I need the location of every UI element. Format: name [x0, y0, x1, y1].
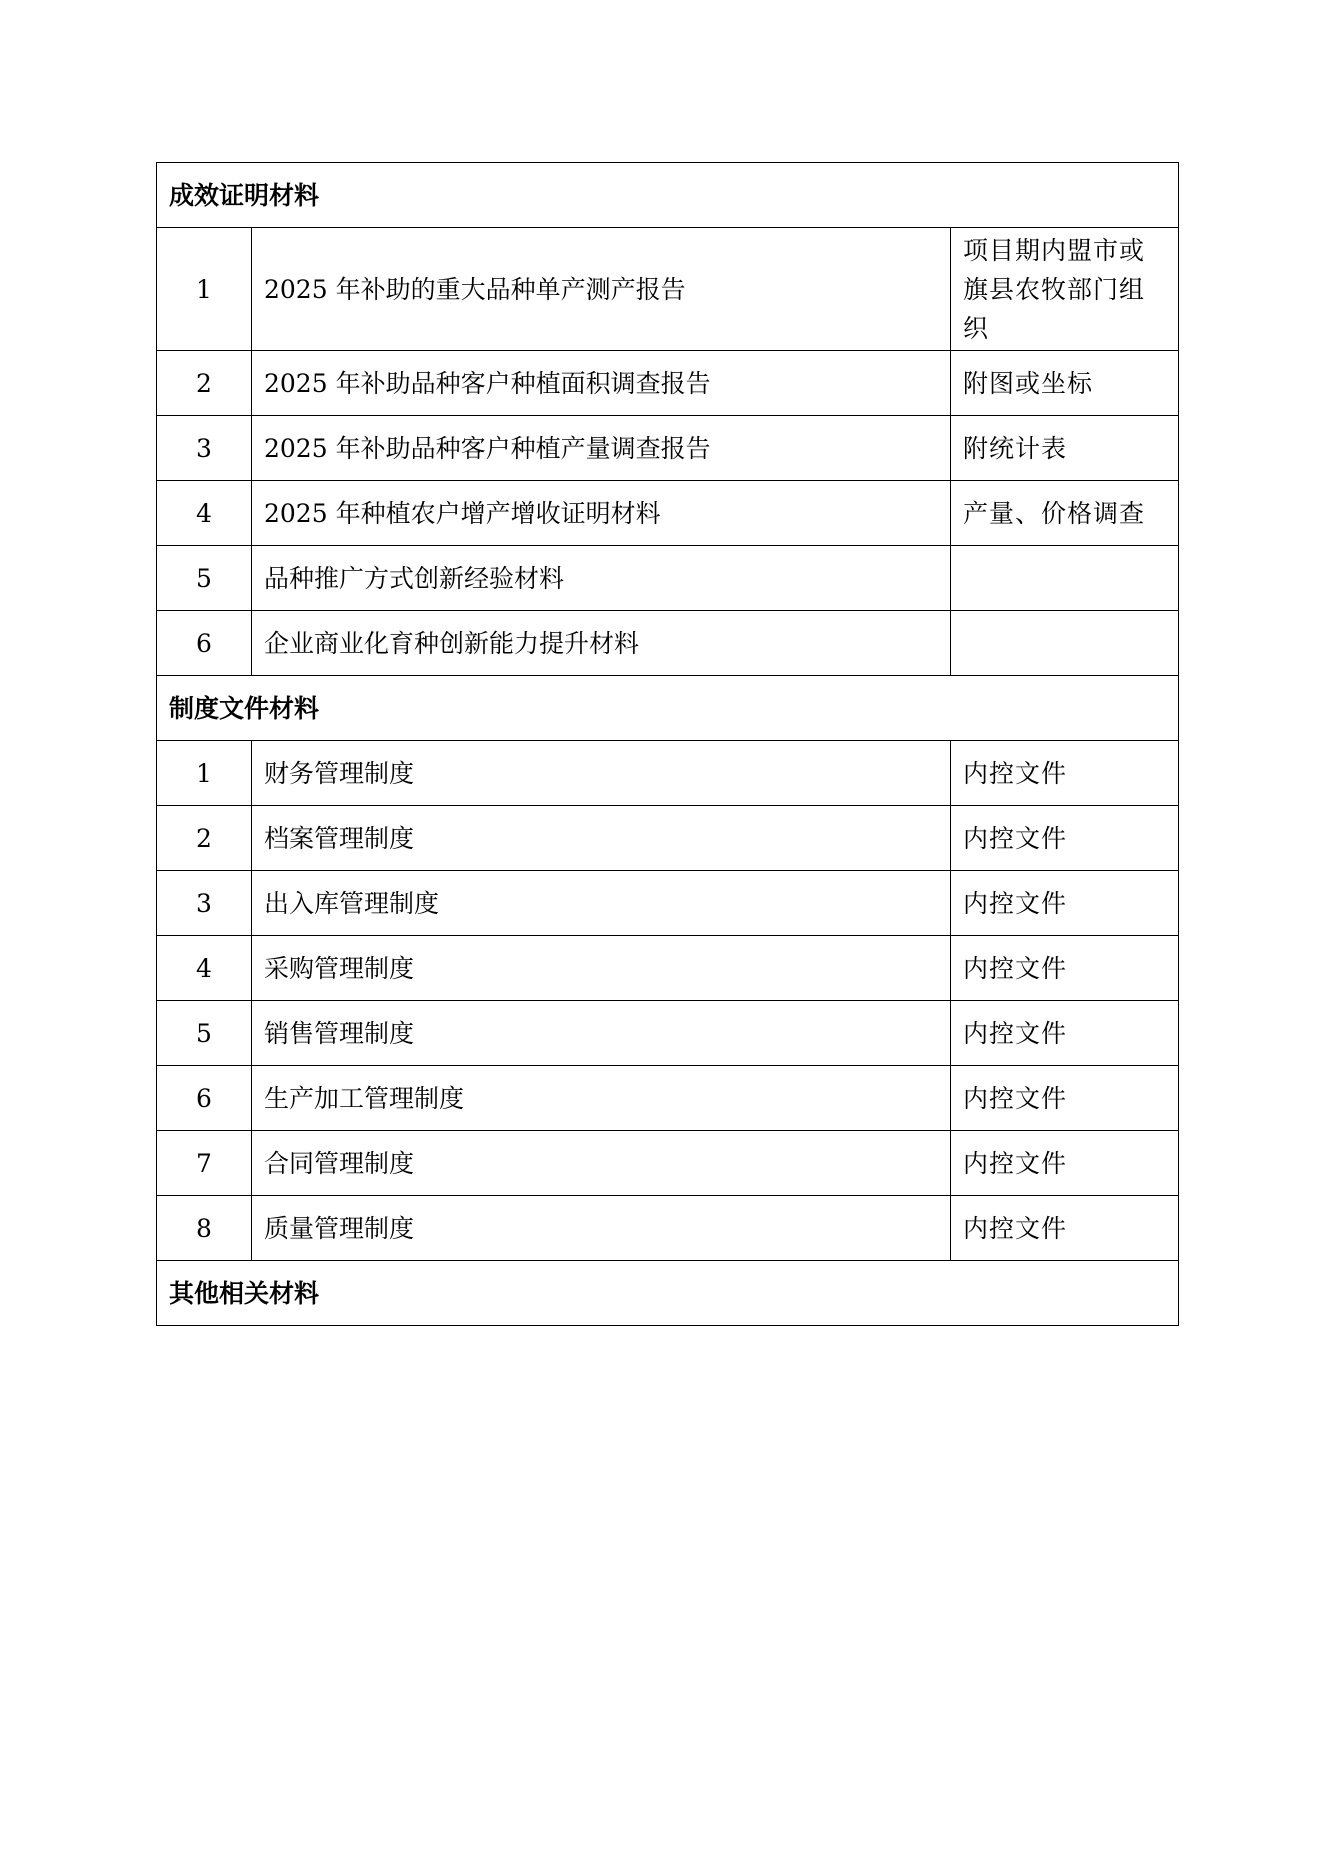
material-note [951, 546, 1179, 611]
row-number: 1 [157, 228, 252, 351]
material-name: 档案管理制度 [252, 806, 951, 871]
table-row [157, 546, 1179, 611]
material-name: 质量管理制度 [252, 1196, 951, 1261]
material-note: 产量、价格调查 [951, 481, 1179, 546]
row-number: 1 [157, 741, 252, 806]
material-note: 内控文件 [951, 936, 1179, 1001]
table-row [157, 871, 1179, 936]
row-number: 3 [157, 416, 252, 481]
table-row [157, 228, 1179, 351]
material-note: 内控文件 [951, 871, 1179, 936]
section-title: 制度文件材料 [157, 676, 1179, 741]
section-header-row [157, 1261, 1179, 1326]
table-row [157, 1001, 1179, 1066]
material-name: 2025 年补助的重大品种单产测产报告 [252, 228, 951, 351]
row-number: 7 [157, 1131, 252, 1196]
row-number: 6 [157, 1066, 252, 1131]
materials-table [156, 162, 1179, 1326]
section-header-row [157, 163, 1179, 228]
row-number: 6 [157, 611, 252, 676]
row-number: 4 [157, 936, 252, 1001]
material-name: 出入库管理制度 [252, 871, 951, 936]
table-row [157, 741, 1179, 806]
row-number: 5 [157, 546, 252, 611]
material-name: 销售管理制度 [252, 1001, 951, 1066]
material-note: 附统计表 [951, 416, 1179, 481]
material-name: 品种推广方式创新经验材料 [252, 546, 951, 611]
row-number: 4 [157, 481, 252, 546]
row-number: 8 [157, 1196, 252, 1261]
material-name: 采购管理制度 [252, 936, 951, 1001]
row-number: 2 [157, 806, 252, 871]
material-note: 内控文件 [951, 1001, 1179, 1066]
material-note: 内控文件 [951, 1066, 1179, 1131]
table-row [157, 806, 1179, 871]
material-name: 企业商业化育种创新能力提升材料 [252, 611, 951, 676]
table-row [157, 351, 1179, 416]
row-number: 5 [157, 1001, 252, 1066]
table-row [157, 1131, 1179, 1196]
row-number: 3 [157, 871, 252, 936]
material-name: 2025 年补助品种客户种植产量调查报告 [252, 416, 951, 481]
row-number: 2 [157, 351, 252, 416]
material-note: 项目期内盟市或旗县农牧部门组织 [951, 228, 1179, 351]
material-note: 内控文件 [951, 741, 1179, 806]
section-title: 成效证明材料 [157, 163, 1179, 228]
material-name: 2025 年补助品种客户种植面积调查报告 [252, 351, 951, 416]
table-row [157, 481, 1179, 546]
material-name: 生产加工管理制度 [252, 1066, 951, 1131]
material-note: 内控文件 [951, 1131, 1179, 1196]
material-note: 附图或坐标 [951, 351, 1179, 416]
section-title: 其他相关材料 [157, 1261, 1179, 1326]
section-header-row [157, 676, 1179, 741]
material-note: 内控文件 [951, 806, 1179, 871]
table-row [157, 1066, 1179, 1131]
material-note: 内控文件 [951, 1196, 1179, 1261]
table-row [157, 416, 1179, 481]
material-name: 2025 年种植农户增产增收证明材料 [252, 481, 951, 546]
table-row [157, 936, 1179, 1001]
table-row [157, 611, 1179, 676]
material-note [951, 611, 1179, 676]
material-name: 合同管理制度 [252, 1131, 951, 1196]
material-name: 财务管理制度 [252, 741, 951, 806]
table-row [157, 1196, 1179, 1261]
